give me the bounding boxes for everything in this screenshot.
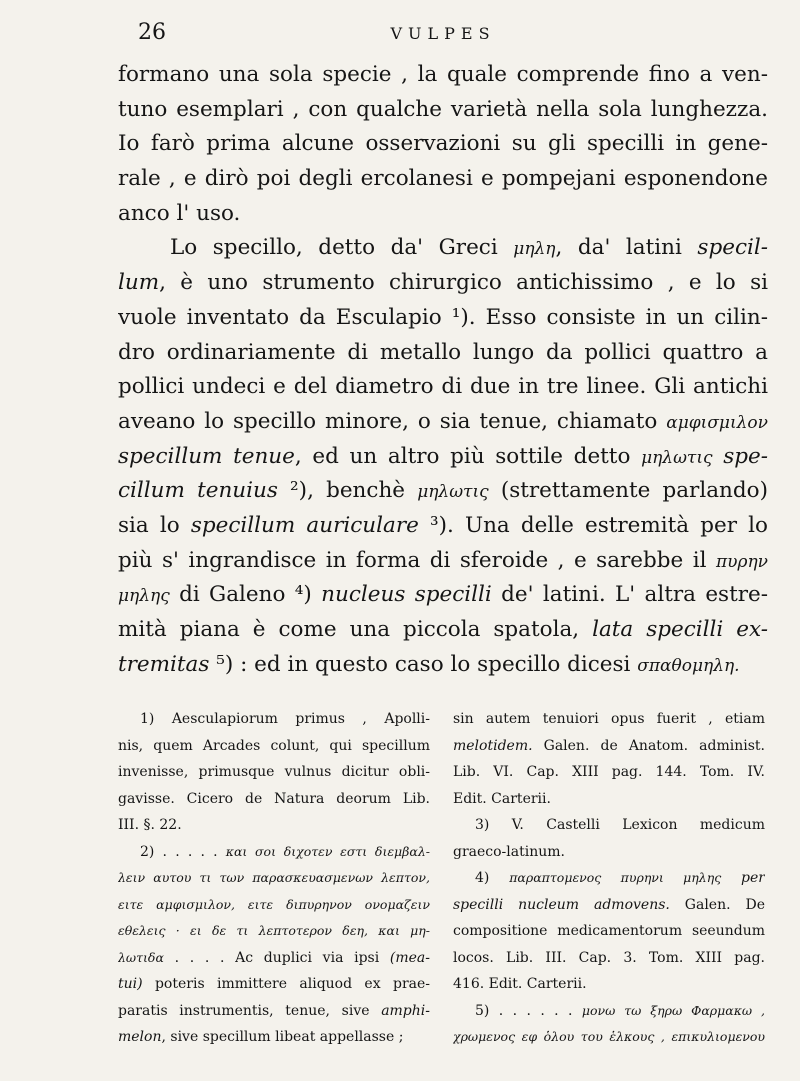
footnote-column-right bbox=[453, 706, 765, 1051]
text-line: aveano lo specillo minore, o sia tenue, chiamato αμφισμιλον bbox=[118, 408, 768, 434]
footnote-line: locos. Lib. III. Cap. 3. Tom. XIII pag. bbox=[453, 949, 765, 966]
text-line: sia lo specillum auriculare ³). Una delle estremità per lo bbox=[118, 512, 768, 538]
text-line: Lo specillo, detto da' Greci μηλη, da' latini specil- bbox=[170, 235, 768, 261]
text-line: tremitas ⁵) : ed in questo caso lo specillo dicesi σπαθομηλη. bbox=[118, 651, 740, 677]
text-line: Io farò prima alcune osservazioni su gli specilli in gene- bbox=[118, 131, 768, 157]
footnote-line: nis, quem Arcades colunt, qui specillum bbox=[118, 737, 430, 754]
text-line: cillum tenuius ²), benchè μηλωτις (strettamente parlando) bbox=[118, 478, 768, 504]
main-text bbox=[118, 58, 768, 682]
footnote-line: gavisse. Cicero de Natura deorum Lib. bbox=[118, 790, 430, 807]
text-line: specillum tenue, ed un altro più sottile detto μηλωτις spe- bbox=[118, 443, 768, 469]
footnote-line: melotidem. Galen. de Anatom. administ. bbox=[453, 737, 765, 754]
text-line: mità piana è come una piccola spatola, lata specilli ex- bbox=[118, 617, 768, 642]
footnote-line: paratis instrumentis, tenue, sive amphi- bbox=[118, 1002, 430, 1019]
text-line: lum, è uno strumento chirurgico antichissimo , e lo si bbox=[118, 270, 768, 296]
footnote-line: Lib. VI. Cap. XIII pag. 144. Tom. IV. bbox=[453, 764, 765, 780]
footnote-line: specilli nucleum admovens. Galen. De bbox=[453, 896, 765, 913]
footnote-line: 1) Aesculapiorum primus , Apolli- bbox=[140, 711, 430, 727]
footnote-line: 5) . . . . . . μονω τω ξηρω Φαρμακω , bbox=[475, 1002, 765, 1019]
running-head: VULPES bbox=[390, 24, 496, 43]
footnote-line: λειν αυτου τι των παρασκευασμενων λεπτον, bbox=[118, 870, 430, 885]
footnote-line: λωτιδα . . . . Ac duplici via ipsi (mea- bbox=[118, 949, 430, 966]
text-line: rale , e dirò poi degli ercolanesi e pompejani esponendone bbox=[118, 166, 768, 192]
text-line: μηλης di Galeno ⁴) nucleus specilli de' latini. L' altra estre- bbox=[118, 582, 768, 608]
footnote-line: 3) V. Castelli Lexicon medicum bbox=[475, 817, 765, 833]
footnote-line: χρωμενος εφ ὁλου του ἑλκους , επικυλιομενου bbox=[453, 1029, 765, 1044]
footnote-line: εθελεις · ει δε τι λεπτοτερον δεη, και μη- bbox=[118, 923, 430, 938]
footnote-line: ειτε αμφισμιλον, ειτε διπυρηνον ονομαζειν bbox=[118, 896, 430, 912]
footnote-line: 416. Edit. Carterii. bbox=[453, 976, 587, 992]
footnote-line: invenisse, primusque vulnus dicitur obli- bbox=[118, 764, 430, 780]
text-line: tuno esemplari , con qualche varietà nella sola lunghezza. bbox=[118, 96, 768, 122]
text-line: vuole inventato da Esculapio ¹). Esso consiste in un cilin- bbox=[118, 304, 768, 330]
text-line: anco l' uso. bbox=[118, 200, 241, 226]
footnotes bbox=[118, 706, 768, 1066]
footnote-line: tui) poteris immittere aliquod ex prae- bbox=[118, 976, 430, 992]
footnote-column-left bbox=[118, 706, 430, 1051]
footnote-line: graeco-latinum. bbox=[453, 843, 565, 860]
footnote-line: 4) παραπτομενος πυρηνι μηλης per bbox=[475, 870, 765, 886]
page-number: 26 bbox=[138, 20, 166, 45]
text-line: dro ordinariamente di metallo lungo da pollici quattro a bbox=[118, 339, 768, 365]
footnote-line: melon, sive specillum libeat appellasse ; bbox=[118, 1029, 404, 1045]
footnote-line: 2) . . . . . και σοι διχοτεν εστι διεμβαλ- bbox=[140, 843, 430, 860]
footnote-line: sin autem tenuiori opus fuerit , etiam bbox=[453, 711, 765, 727]
footnote-line: Edit. Carterii. bbox=[453, 790, 551, 807]
text-line: formano una sola specie , la quale comprende fino a ven- bbox=[118, 62, 768, 87]
page-header bbox=[118, 20, 768, 50]
footnote-line: III. §. 22. bbox=[118, 817, 182, 833]
text-line: pollici undeci e del diametro di due in tre linee. Gli antichi bbox=[118, 374, 768, 400]
text-line: più s' ingrandisce in forma di sferoide , e sarebbe il πυρην bbox=[118, 547, 768, 573]
footnote-line: compositione medicamentorum seeundum bbox=[453, 923, 765, 939]
